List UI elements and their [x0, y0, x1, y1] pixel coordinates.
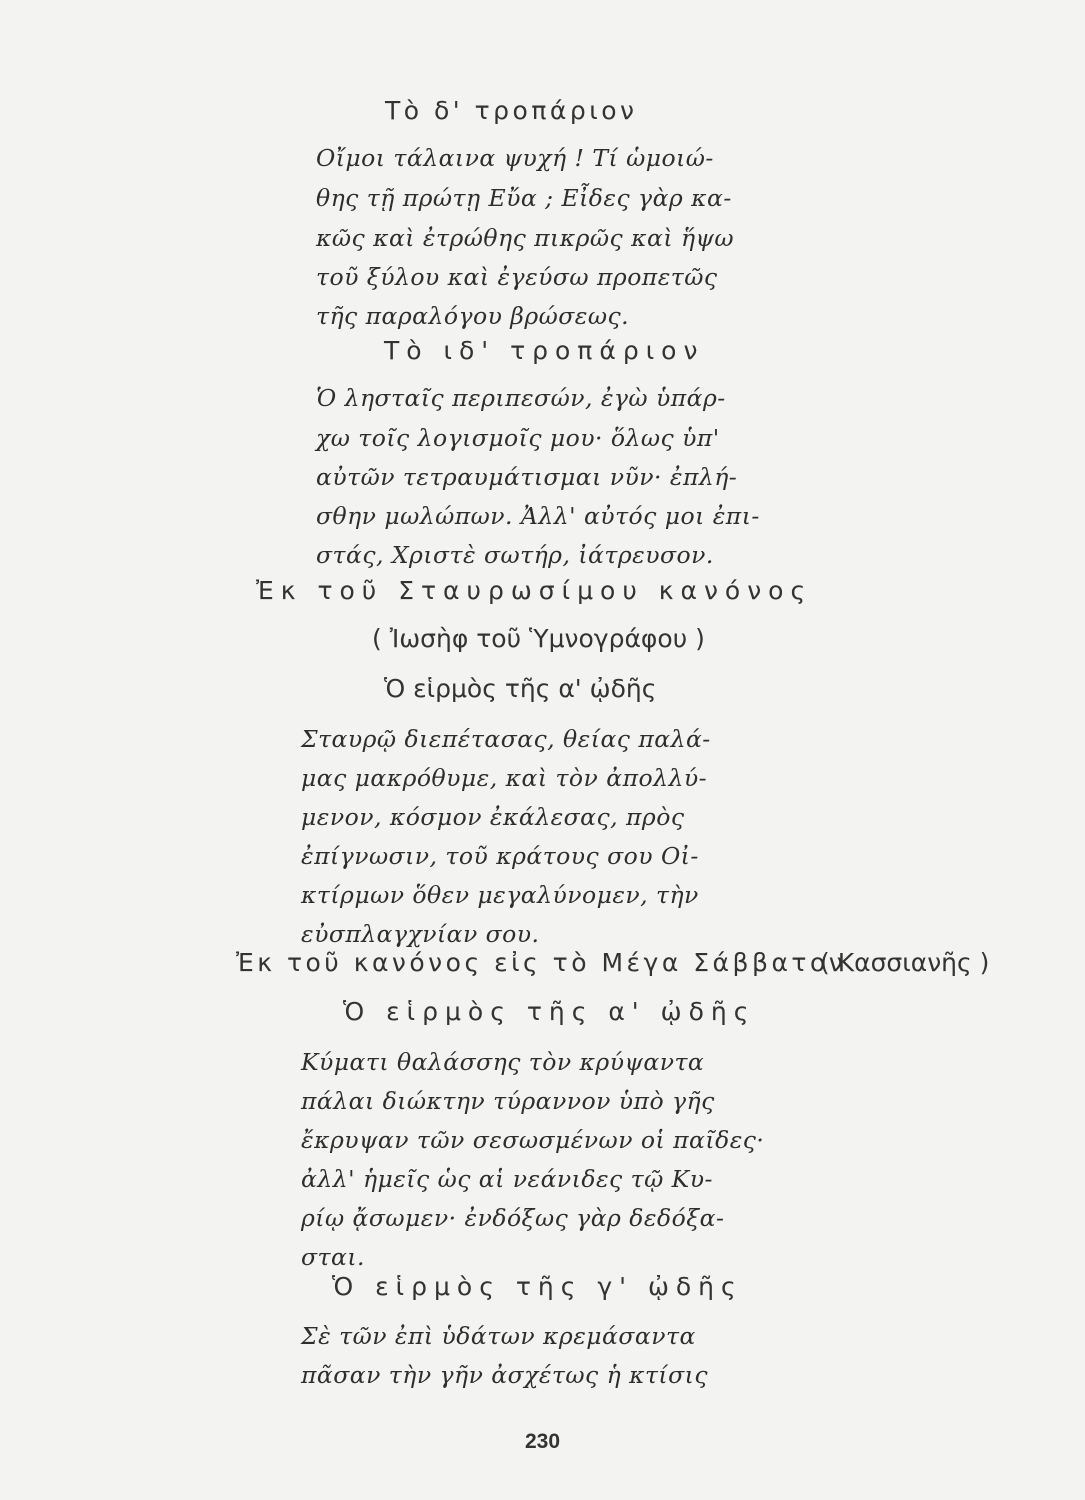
verse-line: Σὲ τῶν ἐπὶ ὑδάτων κρεμάσαντα — [301, 1322, 696, 1350]
verse-line: ρίῳ ᾄσωμεν· ἐνδόξως γὰρ δεδόξα- — [301, 1204, 725, 1232]
section-heading: Ὁ εἱρμὸς τῆς γ' ᾠδῆς — [332, 1272, 743, 1301]
verse-line: Οἴμοι τάλαινα ψυχή ! Τί ὡμοιώ- — [316, 144, 714, 172]
verse-line: σται. — [301, 1243, 365, 1271]
verse-line: Σταυρῷ διεπέτασας, θείας παλά- — [301, 725, 711, 753]
verse-line: αὐτῶν τετραυμάτισμαι νῦν· ἐπλή- — [316, 463, 738, 491]
verse-line: θης τῇ πρώτῃ Εὔα ; Εἶδες γὰρ κα- — [316, 184, 732, 212]
verse-line: Κύματι θαλάσσης τὸν κρύψαντα — [301, 1048, 705, 1076]
verse-line: τοῦ ξύλου καὶ ἐγεύσω προπετῶς — [316, 263, 718, 291]
verse-line: μας μακρόθυμε, καὶ τὸν ἀπολλύ- — [301, 764, 707, 792]
verse-line: εὐσπλαγχνίαν σου. — [301, 920, 540, 948]
section-heading-suffix: ( Κασσιανῆς ) — [820, 948, 990, 977]
verse-line: μενον, κόσμον ἐκάλεσας, πρὸς — [301, 803, 685, 831]
verse-line: Ὁ λησταῖς περιπεσών, ἐγὼ ὑπάρ- — [316, 384, 726, 412]
verse-line: σθην μωλώπων. Ἀλλ' αὐτός μοι ἐπι- — [316, 502, 760, 530]
verse-line: στάς, Χριστὲ σωτήρ, ἰάτρευσον. — [316, 541, 714, 569]
verse-line: κῶς καὶ ἐτρώθης πικρῶς καὶ ἥψω — [316, 224, 735, 252]
verse-line: ἐπίγνωσιν, τοῦ κράτους σου Οἰ- — [301, 842, 699, 870]
page-number: 230 — [524, 1430, 561, 1453]
section-heading: Τὸ ιδ' τροπάριον — [384, 336, 705, 365]
section-heading: Τὸ δ' τροπάριον — [385, 96, 638, 125]
verse-line: ἀλλ' ἡμεῖς ὡς αἱ νεάνιδες τῷ Κυ- — [301, 1165, 713, 1193]
verse-line: πάλαι διώκτην τύραννον ὑπὸ γῆς — [301, 1087, 715, 1115]
verse-line: χω τοῖς λογισμοῖς μου· ὅλως ὑπ' — [316, 424, 720, 452]
verse-line: πᾶσαν τὴν γῆν ἀσχέτως ἡ κτίσις — [301, 1361, 708, 1389]
verse-line: ἔκρυψαν τῶν σεσωσμένων οἱ παῖδες· — [301, 1126, 765, 1154]
section-heading: Ἐκ τοῦ Σταυρωσίμου κανόνος — [256, 576, 813, 605]
section-subheading: ( Ἰωσὴφ τοῦ Ὑμνογράφου ) — [372, 624, 705, 653]
section-heading-2: Ὁ εἱρμὸς τῆς α' ᾠδῆς — [343, 997, 756, 1026]
section-heading: Ἐκ τοῦ κανόνος εἰς τὸ Μέγα Σάββατον — [236, 948, 847, 977]
verse-line: τῆς παραλόγου βρώσεως. — [316, 302, 630, 330]
verse-line: κτίρμων ὅθεν μεγαλύνομεν, τὴν — [301, 881, 699, 909]
section-heading-2: Ὁ εἱρμὸς τῆς α' ᾠδῆς — [384, 674, 657, 703]
